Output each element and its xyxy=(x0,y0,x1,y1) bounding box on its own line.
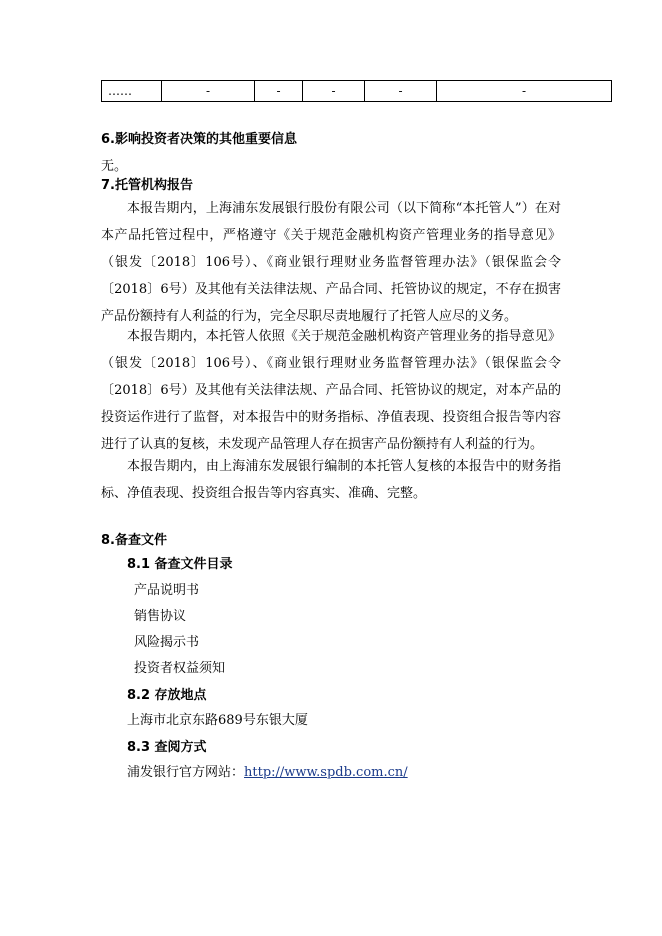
section-7-title: 7.托管机构报告 xyxy=(101,178,193,193)
table-cell: - xyxy=(303,81,365,102)
storage-location: 上海市北京东路689号东银大厦 xyxy=(127,713,308,728)
doc-list-item: 销售协议 xyxy=(134,609,187,624)
table-cell: - xyxy=(162,81,255,102)
table-cell: - xyxy=(437,81,612,102)
section-8-3-title: 8.3 查阅方式 xyxy=(127,740,207,755)
section-8-1-title: 8.1 备查文件目录 xyxy=(127,557,233,572)
section-8-2-title: 8.2 存放地点 xyxy=(127,688,207,703)
access-method xyxy=(127,761,408,780)
section-7-paragraph-2: 本报告期内，本托管人依照《关于规范金融机构资产管理业务的指导意见》（银发〔2018〕106号）、《商业银行理财业务监督管理办法》（银保监会令〔2018〕6号）及其他有关法律法规、产品合同、托管协议的规定，对本产品的投资运作进行了监督，对本报告中的财务指标、净值表现、投资组合报告等内容进行了认真的复核，未发现产品管理人存在损害产品份额持有人利益的行为。 xyxy=(101,329,561,452)
section-6-title: 6.影响投资者决策的其他重要信息 xyxy=(101,132,297,147)
section-7-paragraph-3: 本报告期内，由上海浦东发展银行编制的本托管人复核的本报告中的财务指标、净值表现、投资组合报告等内容真实、准确、完整。 xyxy=(101,459,561,501)
table-row xyxy=(102,81,612,102)
section-8-title: 8.备查文件 xyxy=(101,533,167,548)
table-cell: - xyxy=(255,81,303,102)
access-label: 浦发银行官方网站： xyxy=(127,765,245,780)
doc-list-item: 投资者权益须知 xyxy=(134,661,226,676)
section-7-paragraph-1: 本报告期内，上海浦东发展银行股份有限公司（以下简称“本托管人”）在对本产品托管过程中，严格遵守《关于规范金融机构资产管理业务的指导意见》（银发〔2018〕106号）、《商业银行理财业务监督管理办法》（银保监会令〔2018〕6号）及其他有关法律法规、产品合同、托管协议的规定，不存在损害产品份额持有人利益的行为，完全尽职尽责地履行了托管人应尽的义务。 xyxy=(101,201,561,324)
summary-table xyxy=(101,80,612,102)
section-6-body: 无。 xyxy=(101,159,128,174)
doc-list-item: 产品说明书 xyxy=(134,583,200,598)
doc-list-item: 风险揭示书 xyxy=(134,635,200,650)
table-cell: - xyxy=(365,81,437,102)
table-cell: …… xyxy=(102,81,162,102)
spdb-website-link[interactable]: http://www.spdb.com.cn/ xyxy=(244,765,408,780)
